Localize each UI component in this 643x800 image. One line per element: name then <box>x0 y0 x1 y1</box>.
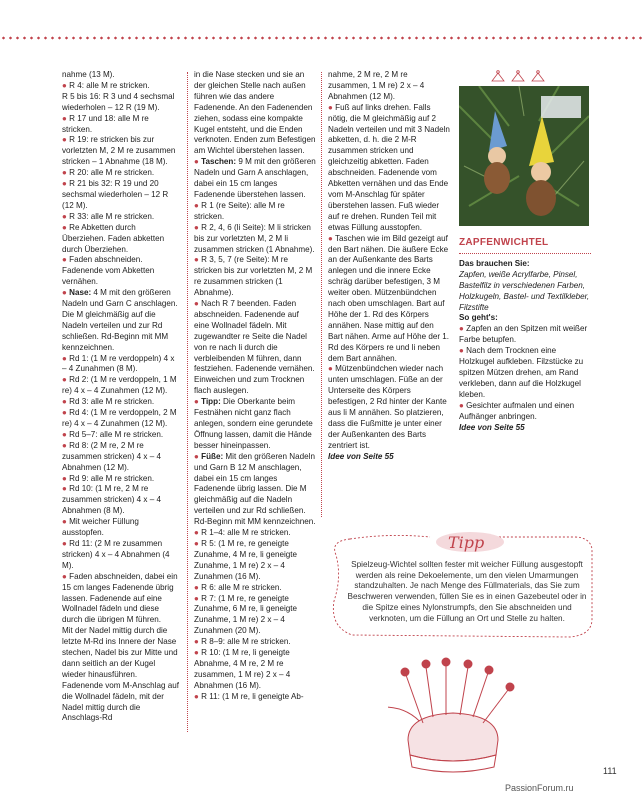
bullet-icon: ● <box>62 473 70 483</box>
pincushion-illustration <box>388 655 518 775</box>
column-3 <box>328 70 450 463</box>
paragraph: ● Fuß auf links drehen. Falls nötig, die M gleichmäßig auf 2 Nadeln verteilen und mit 3 Nadeln abketten, d. h. die 2 M-R zusammen stricken und gleichzeitig abketten. Faden abschneiden. Fadenende vom Abketten vernähen und das Ende vom M-Anschlag für später überstehen lassen. Fuß wieder auf re drehen. Runden Teil mit etwas Füllung ausstopfen. <box>328 102 450 232</box>
bullet-icon: ● <box>194 593 202 603</box>
paragraph: ● Rd 8: (2 M re, 2 M re zusammen stricken) 4 x – 4 Abnahmen (12 M). <box>62 440 161 472</box>
paragraph: ● R 10: (1 M re, li geneigte Abnahme, 4 M re, 2 M re zusammen, 1 M re) 2 x – 4 Abnahmen (16 M). <box>194 648 291 690</box>
paragraph: ● R 33: alle M re stricken. <box>62 211 155 221</box>
bullet-icon: ● <box>62 222 70 232</box>
paragraph: ● R 19: re stricken bis zur vorletzten M, 2 M re zusammen stricken – 1 Abnahme (18 M). <box>62 135 176 167</box>
bullet-icon: ● <box>194 451 202 461</box>
column-2 <box>194 70 316 703</box>
bullet-icon: ● <box>194 397 202 407</box>
bullet-icon: ● <box>62 113 70 123</box>
pinecone-icons <box>462 68 582 84</box>
bullet-icon: ● <box>62 211 70 221</box>
paragraph: ● Mit weicher Füllung ausstopfen. <box>62 517 139 538</box>
decorative-dotted-line <box>0 36 643 40</box>
paragraph: ● R 3, 5, 7 (re Seite): M re stricken bis zur vorletzten M, 2 M re zusammen stricken (1 Abnahme). <box>194 255 313 298</box>
column-divider <box>321 72 322 517</box>
source-reference: Idee von Seite 55 <box>459 422 525 432</box>
paragraph: ● R 7: (1 M re, re geneigte Zunahme, 6 M re, li geneigte Zunahme, 1 M re) 2 x – 4 Zunahmen (20 M). <box>194 593 298 636</box>
paragraph: ● Rd 4: (1 M re verdoppeln, 2 M re) 4 x – 4 Zunahmen (12 M). <box>62 408 177 428</box>
bullet-icon: ● <box>194 648 202 658</box>
bullet-icon: ● <box>194 691 202 701</box>
lead-label: Nase: <box>69 288 92 298</box>
paragraph: R 5 bis 16: R 3 und 4 sechsmal wiederholen – 12 R (19 M). <box>62 91 175 112</box>
bullet-icon: ● <box>62 179 70 189</box>
bullet-icon: ● <box>62 538 70 548</box>
paragraph: ● R 1 (re Seite): alle M re stricken. <box>194 200 285 221</box>
watermark: PassionForum.ru <box>505 783 574 793</box>
paragraph: ● R 2, 4, 6 (li Seite): M li stricken bis zur vorletzten M, 2 M li zusammen stricken (1 Abnahme). <box>194 222 315 254</box>
bullet-icon: ● <box>194 528 202 538</box>
paragraph: ● Rd 10: (1 M re, 2 M re zusammen stricken) 4 x – 4 Abnahmen (8 M). <box>62 484 161 516</box>
bullet-icon: ● <box>62 168 70 178</box>
paragraph: nahme (13 M). <box>62 70 115 79</box>
bullet-icon: ● <box>194 222 202 232</box>
paragraph: ● Rd 9: alle M re stricken. <box>62 473 155 483</box>
lead-label: Taschen: <box>201 157 237 167</box>
bullet-icon: ● <box>328 364 336 374</box>
bullet-icon: ● <box>62 408 70 418</box>
bullet-icon: ● <box>62 517 70 527</box>
bullet-icon: ● <box>194 582 202 592</box>
paragraph: ● Mützenbündchen wieder nach unten umschlagen. Füße an der Unterseite des Körpers befestigen, 2 Rd hinter der Kante aus li M annähen. So platzieren, dass die Fußmitte je unter einer der Außenkanten des Barts zentriert ist. <box>328 364 447 450</box>
howto-label: So geht's: <box>459 313 498 323</box>
bullet-icon: ● <box>62 440 70 450</box>
bullet-icon: ● <box>62 571 70 581</box>
materials-text: Zapfen, weiße Acrylfarbe, Pinsel, Bastelfilz in verschiedenen Farben, Holzkugeln, Bastel- und Textilkleber, Filzstifte <box>459 269 590 312</box>
bullet-icon: ● <box>194 157 202 167</box>
step-item: ● Gesichter aufmalen und einen Aufhänger anbringen. <box>459 400 575 421</box>
tip-text: Spielzeug-Wichtel sollten fester mit weicher Füllung ausgestopft werden als reine Dekoelemente, um den vielen Umarmungen standzuhalten. Je nach Menge des Füllmaterials, das Sie zum Beschweren verwenden, füllen Sie es in einen Gazebeutel oder in die Spitze eines Nylonstrumpfs, den Sie abschneiden und verknoten, um die Füllung an Ort und Stelle zu halten. <box>347 560 587 623</box>
bullet-icon: ● <box>62 288 70 298</box>
paragraph: ● Rd 5–7: alle M re stricken. <box>62 429 164 439</box>
page-number: 111 <box>603 766 617 776</box>
lead-label: Füße: <box>201 451 224 461</box>
paragraph: ● R 8–9: alle M re stricken. <box>194 637 291 647</box>
paragraph: ● Füße: Mit den größeren Nadeln und Garn B 12 M anschlagen, dabei ein 15 cm langes Fadenende übrig lassen. Die M gleichmäßig auf die Nadeln verteilen und zur Rd schließen. Rd-Beginn mit MM kennzeichnen. <box>194 451 316 527</box>
paragraph: in die Nase stecken und sie an der gleichen Stelle nach außen führen wie das andere Fadenende. An den Fadenenden ziehen, sodass eine kompakte Kugel entsteht, und die Enden verknoten. Enden zum Befestigen am Wichtel überstehen lassen. <box>194 70 316 156</box>
step-item: ● Nach dem Trocknen eine Holzkugel aufkleben. Filzstücke zu spitzen Mützen drehen, am Rand verkleben, dann auf die Holzkugel kleben. <box>459 346 584 399</box>
paragraph: ● R 1–4: alle M re stricken. <box>194 528 291 538</box>
bullet-icon: ● <box>194 200 202 210</box>
bullet-icon: ● <box>194 255 202 265</box>
bullet-icon: ● <box>62 135 70 145</box>
bullet-icon: ● <box>62 397 70 407</box>
paragraph: ● Faden abschneiden, dabei ein 15 cm langes Fadenende übrig lassen. Fadenende auf eine Wollnadel fädeln und diese durch die übrigen M führen. <box>62 571 178 625</box>
gnome-photo <box>459 86 589 226</box>
column-1 <box>62 70 180 724</box>
bullet-icon: ● <box>328 233 335 243</box>
step-item: ● Zapfen an den Spitzen mit weißer Farbe betupfen. <box>459 324 588 345</box>
paragraph: ● R 20: alle M re stricken. <box>62 168 155 178</box>
bullet-icon: ● <box>62 375 70 385</box>
lead-label: Tipp: <box>201 397 221 407</box>
column-divider <box>187 72 188 732</box>
paragraph: ● Rd 2: (1 M re verdoppeln, 1 M re) 4 x – 4 Zunahmen (12 M). <box>62 375 177 396</box>
bullet-icon: ● <box>62 353 70 363</box>
materials-label: Das brauchen Sie: <box>459 258 530 268</box>
paragraph: ● Nach R 7 beenden. Faden abschneiden. Fadenende auf eine Wollnadel fädeln. Mit zugewandter re Seite die Nadel von re nach li durch die verbleibenden M führen, dann festziehen. Fadenende vernähen. Einweichen und zum Trocknen flach auslegen. <box>194 299 315 396</box>
bullet-icon: ● <box>62 484 70 494</box>
paragraph: ● R 5: (1 M re, re geneigte Zunahme, 4 M re, li geneigte Zunahme, 1 M re) 2 x – 4 Zunahmen (16 M). <box>194 538 298 581</box>
craft-instructions <box>459 238 591 433</box>
bullet-icon: ● <box>194 299 202 309</box>
paragraph: ● Taschen: 9 M mit den größeren Nadeln und Garn A anschlagen, dabei ein 15 cm langes Fadenende überstehen lassen. <box>194 157 316 199</box>
paragraph: ● Rd 1: (1 M re verdoppeln) 4 x – 4 Zunahmen (8 M). <box>62 353 175 374</box>
paragraph: nahme, 2 M re, 2 M re zusammen, 1 M re) 2 x – 4 Abnahmen (12 M). <box>328 70 425 101</box>
paragraph: ● Nase: 4 M mit den größeren Nadeln und Garn C anschlagen. Die M gleichmäßig auf die Nadeln verteilen und zur Rd schließen. Rd-Beginn mit MM kennzeichnen. <box>62 288 178 352</box>
bullet-icon: ● <box>194 538 202 548</box>
paragraph: ● Rd 3: alle M re stricken. <box>62 397 155 407</box>
paragraph: ● Faden abschneiden. Fadenende vom Abketten vernähen. <box>62 255 155 287</box>
paragraph: ● Taschen wie im Bild gezeigt auf den Bart nähen. Die äußere Ecke an der Außenkante des Barts anlegen und die innere Ecke schräg darüber befestigen, 3 M weiter oben. Mützenbündchen nach oben umschlagen. Bart auf Höhe der 1. Rd des Körpers annähen. Nase mittig auf den Bart nähen. Arme auf Höhe der 1. Rd des Körpers re und li neben dem Bart annähen. <box>328 233 450 363</box>
bullet-icon: ● <box>328 102 336 112</box>
bullet-icon: ● <box>194 637 202 647</box>
bullet-icon: ● <box>62 80 70 90</box>
paragraph: ● R 11: (1 M re, li geneigte Ab- <box>194 691 304 701</box>
paragraph: Idee von Seite 55 <box>328 451 394 461</box>
tip-title: Tipp <box>448 533 485 552</box>
paragraph: ● R 21 bis 32: R 19 und 20 sechsmal wiederholen – 12 R (12 M). <box>62 179 169 210</box>
bullet-icon: ● <box>62 255 70 265</box>
paragraph: ● Rd 11: (2 M re zusammen stricken) 4 x – 4 Abnahmen (4 M). <box>62 538 170 570</box>
bullet-icon: ● <box>62 429 70 439</box>
paragraph: ● R 4: alle M re stricken. <box>62 80 150 90</box>
section-title: ZAPFENWICHTEL <box>459 238 591 254</box>
paragraph: ● Re Abketten durch Überziehen. Faden abketten durch Überziehen. <box>62 222 165 254</box>
paragraph: ● R 17 und 18: alle M re stricken. <box>62 113 149 134</box>
paragraph: ● Tipp: Die Oberkante beim Festnähen nicht ganz flach anlegen, sondern eine gerundete Öffnung lassen, damit die Hände besser hineinpassen. <box>194 397 313 450</box>
paragraph: ● R 6: alle M re stricken. <box>194 582 282 592</box>
paragraph: Mit der Nadel mittig durch die letzte M-Rd ins Innere der Nase stechen, Nadel bis zur Mitte und dann seitlich an der Kugel wieder hinausführen. Fadenende vom M-Anschlag auf die Wollnadel fädeln, mit der Nadel mittig durch die Anschlags-Rd <box>62 626 179 723</box>
